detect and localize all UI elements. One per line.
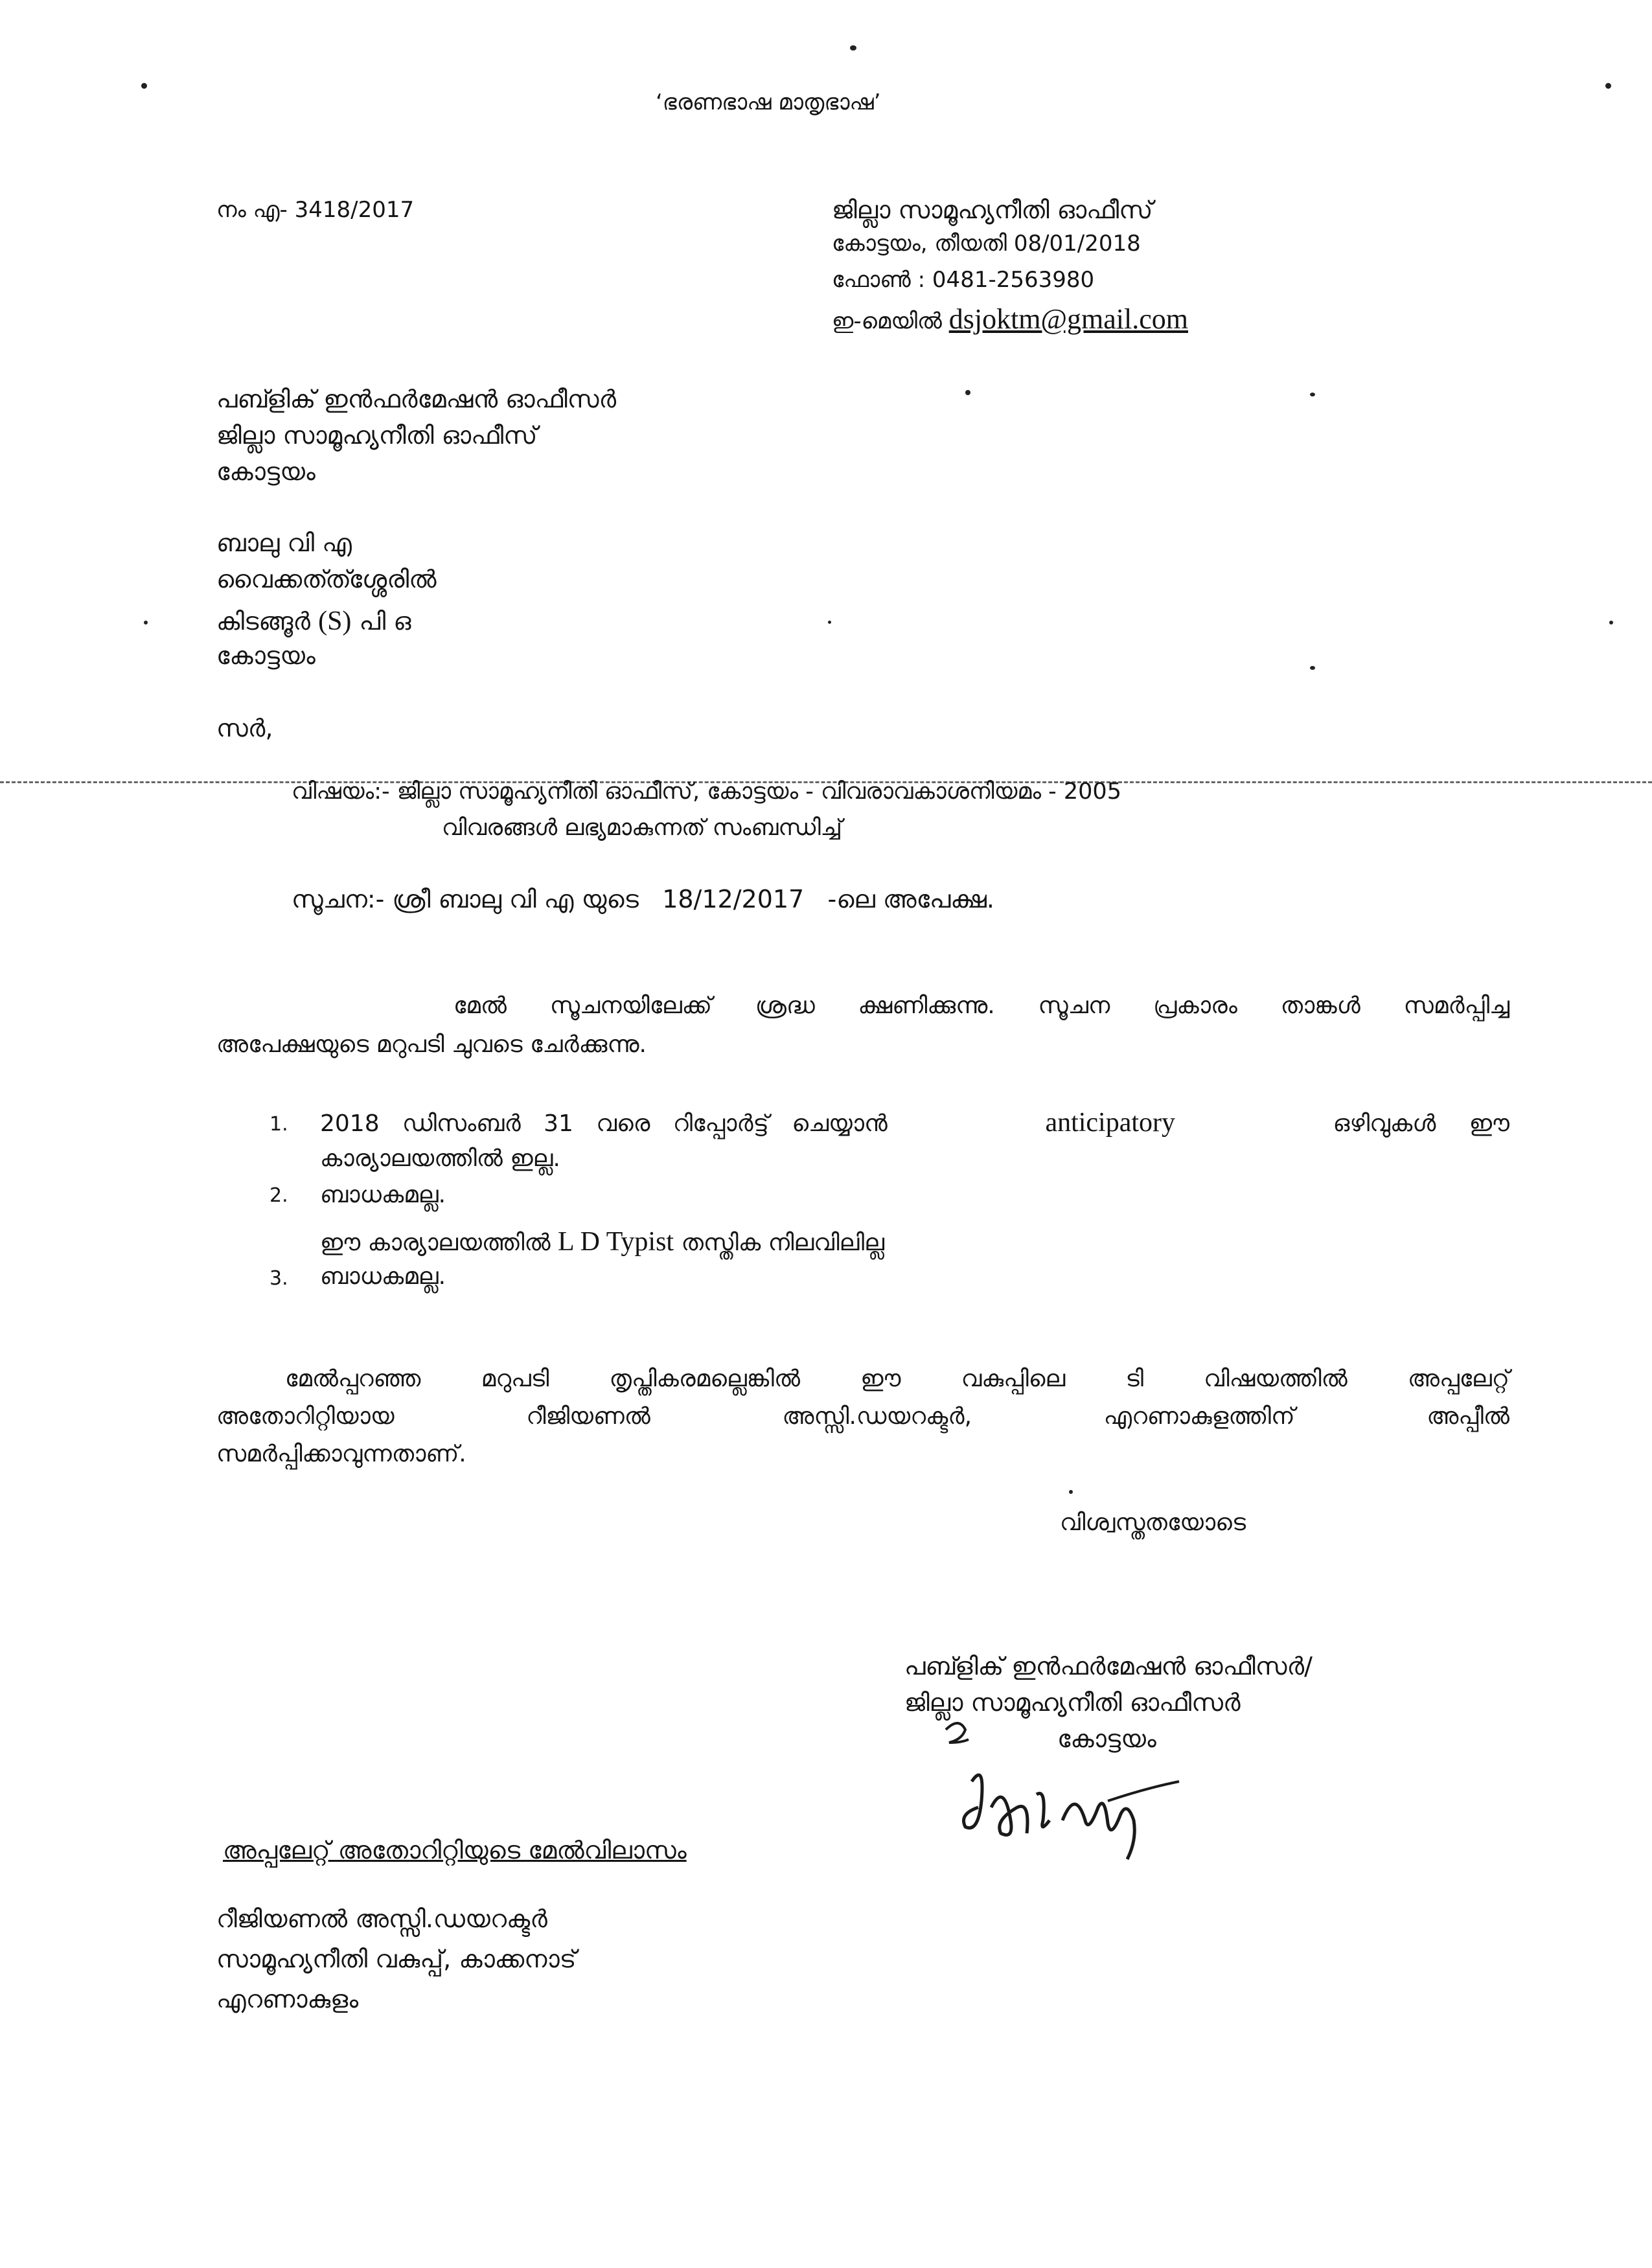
reference-date: 18/12/2017 [662,885,805,913]
office-name: ജില്ലാ സാമൂഹ്യനീതി ഓഫീസ് [832,196,1153,224]
file-number: നം എ- 3418/2017 [216,197,415,223]
reply-3-line-1: ബാധകമല്ല. [320,1263,446,1290]
appellate-line-2: സാമൂഹ്യനീതി വകുപ്പ്, കാക്കനാട് [216,1945,577,1973]
appellate-heading: അപ്പലേറ്റ് അതോറിറ്റിയുടെ മേൽവിലാസം [223,1836,687,1864]
signatory-line-3: കോട്ടയം [1057,1724,1156,1753]
email-label: ഇ-മെയിൽ [832,308,942,334]
scan-speck [141,83,147,89]
to-line-3 [216,604,411,639]
scan-speck [965,390,970,395]
to-line-1: ബാലു വി എ [216,529,352,557]
reference-text: ശ്രീ ബാലു വി എ യുടെ [392,885,639,913]
reference-label: സൂചന:- [292,885,385,913]
subject-line-2: വിവരങ്ങൾ ലഭ്യമാകുന്നത് സംബന്ധിച്ച് [442,815,842,841]
reply-number: 3. [270,1267,288,1290]
to-post-office: പി ഒ [359,607,411,636]
scan-speck [144,621,148,624]
reply-2-text-a: ഈ കാര്യാലയത്തിൽ [320,1230,551,1256]
reply-1-text-a: 2018 ഡിസംബർ 31 വരെ റിപ്പോർട്ട് ചെയ്യാൻ [320,1110,888,1137]
reply-1-text-b: ഒഴിവുകൾ ഈ [1333,1110,1509,1137]
reply-1-line-2: കാര്യാലയത്തിൽ ഇല്ല. [320,1145,560,1172]
reply-1-line-1 [320,1105,1509,1141]
reply-2-text-b: തസ്തിക നിലവിലില്ല [681,1230,885,1256]
salutation: സർ, [216,714,273,742]
to-place: കിടങ്ങൂർ [216,607,310,636]
to-line-4: കോട്ടയം [216,641,315,670]
reply-2-line-1: ബാധകമല്ല. [320,1182,446,1208]
scan-speck [1605,83,1611,89]
scan-speck [828,621,831,624]
intro-line-2: അപേക്ഷയുടെ മറുപടി ചുവടെ ചേർക്കുന്നു. [216,1031,647,1058]
appeal-line-3: സമർപ്പിക്കാവുന്നതാണ്. [216,1441,466,1467]
phone: ഫോൺ : 0481-2563980 [832,267,1095,293]
appeal-line-1: മേൽപ്പറഞ്ഞ മറുപടി തൃപ്തികരമല്ലെങ്കിൽ ഈ വകുപ്പിലെ ടി വിഷയത്തിൽ അപ്പലേറ്റ് [285,1366,1509,1392]
from-line-3: കോട്ടയം [216,457,315,486]
reference-suffix: -ലെ അപേക്ഷ. [827,885,994,913]
reply-number: 2. [270,1184,288,1207]
scan-speck [1069,1490,1073,1494]
scan-speck [1310,393,1315,396]
handwritten-signature [933,1710,1205,1879]
appellate-line-1: റീജിയണൽ അസ്സി.ഡയറക്ടർ [216,1905,547,1933]
scan-speck [850,45,856,51]
subject-label: വിഷയം:- [292,779,390,805]
appeal-line-2: അതോറിറ്റിയായ റീജിയണൽ അസ്സി.ഡയറക്ടർ, എറണാകുളത്തിന് അപ്പീൽ [216,1403,1509,1430]
reference-line [292,884,994,915]
reply-2-english-term: L D Typist [558,1227,674,1257]
closing: വിശ്വസ്തതയോടെ [1060,1509,1246,1536]
reply-number: 1. [270,1113,288,1136]
subject-line-1 [292,777,1121,807]
intro-line-1: മേൽ സൂചനയിലേക്ക് ശ്രദ്ധ ക്ഷണിക്കുന്നു. സൂചന പ്രകാരം താങ്കൾ സമർപ്പിച്ച [453,992,1509,1019]
signatory-line-1: പബ്ളിക് ഇൻഫർമേഷൻ ഓഫീസർ/ [904,1652,1313,1680]
from-line-2: ജില്ലാ സാമൂഹ്യനീതി ഓഫീസ് [216,421,538,450]
email-line [832,301,1188,338]
reply-2-line-2 [320,1224,884,1260]
subject-text: ജില്ലാ സാമൂഹ്യനീതി ഓഫീസ്, കോട്ടയം - വിവരാവകാശനിയമം - 2005 [396,779,1121,805]
place-date: കോട്ടയം, തീയതി 08/01/2018 [832,231,1141,257]
to-place-suffix: (S) [318,606,352,636]
from-line-1: പബ്ളിക് ഇൻഫർമേഷൻ ഓഫീസർ [216,385,617,413]
appellate-line-3: എറണാകുളം [216,1985,359,2013]
to-line-2: വൈക്കത്ത്ശ്ശേരിൽ [216,565,437,593]
signatory-line-2: ജില്ലാ സാമൂഹ്യനീതി ഓഫീസർ [904,1688,1241,1717]
reply-1-english-term: anticipatory [1045,1108,1176,1138]
email-link[interactable]: dsjoktm@gmail.com [948,303,1188,335]
motto: ‘ഭരണഭാഷ മാതൃഭാഷ’ [656,89,881,115]
scan-speck [1310,666,1315,670]
scan-speck [1609,621,1613,624]
